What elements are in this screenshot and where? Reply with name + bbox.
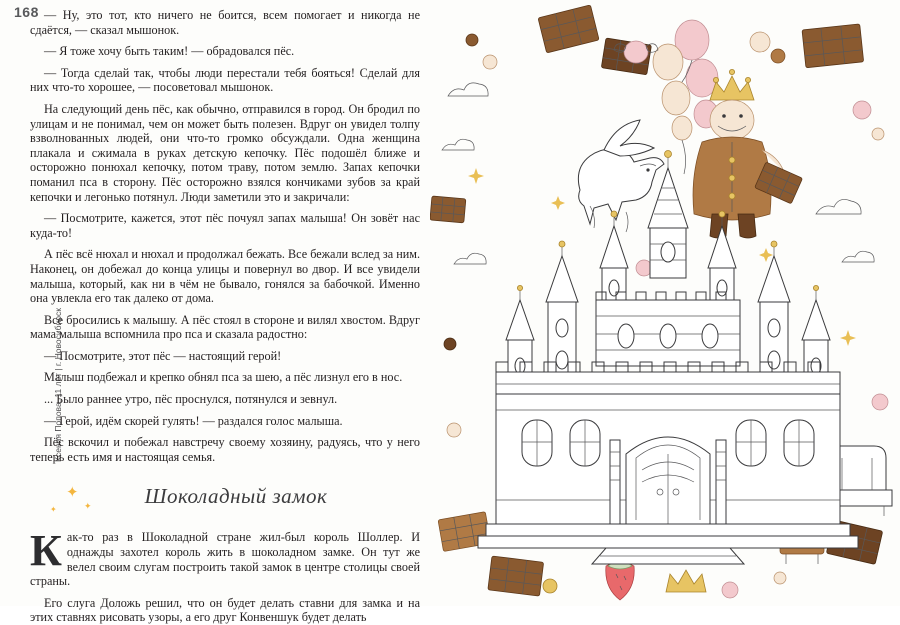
paragraph: — Герой, идём скорей гулять! — раздался голос малыша. [44,413,343,428]
sparkle-icon: ✦ [50,505,57,515]
paragraph: Все бросились к малышу. А пёс стоял в стороне и вилял хвостом. Вдруг мама малыша вспомнила про пса и сказала радостно: [30,312,420,342]
sparkle-icon: ✦ [84,501,92,512]
chapter-heading [30,484,420,524]
castle-base [478,524,858,564]
paragraph: — Посмотрите, кажется, этот пёс почуял запах малыша! Он зовёт нас куда-то! [30,211,420,240]
chapter-illustration [430,0,900,606]
sparkle-icon: ✦ [66,485,79,502]
paragraph: — Посмотрите, этот пёс — настоящий герой! [44,348,282,363]
drop-cap: К [30,526,62,576]
paragraph: А пёс всё нюхал и нюхал и продолжал бежать. Все бежали вслед за ним. Наконец, он добежал до конца улицы и повернул во двор. И все увидели малыша, который, как ни в чём не бывало, гонялся за бабочкой. Именно она увлекла его так далеко от дома. [30,247,420,306]
paragraph: — Ну, это тот, кто ничего не боится, всем помогает и никогда не сдаётся, — сказал мышонок. [30,8,420,37]
crown [666,570,706,592]
castle-facade [496,394,840,524]
paragraph: — Тогда сделай так, чтобы люди перестали тебя бояться! Сделай для них что-то хорошее, — посоветовал мышонок. [30,65,420,95]
paragraph: Малыш подбежал и крепко обнял пса за шею, а пёс лизнул его в нос. [44,370,403,385]
text-column [30,8,420,625]
paragraph: ... Было раннее утро, пёс проснулся, потянулся и зевнул. [44,392,338,407]
page-number: 168 [14,4,39,20]
paragraph: — Я тоже хочу быть таким! — обрадовался пёс. [44,44,295,59]
paragraph: Его слуга Доложь решил, что он будет делать ставни для замка и на этих ставнях рисовать узоры, а его друг Конвеншук будет делать [30,595,420,625]
chapter-first-paragraph [30,526,420,589]
pegasus [578,120,664,232]
castle [478,151,858,565]
castle-upper-wall [596,292,740,366]
paragraph: Пёс вскочил и побежал навстречу своему хозяину, радуясь, что у него теперь есть имя и настоящая семья. [30,435,420,464]
illustration-svg [430,0,900,606]
paragraph: На следующий день пёс, как обычно, отправился в город. Он бродил по улицам и не понимал, чем он может быть полезен. Вдруг он увидел толпу взволнованных людей, они что-то громко обсуждали. Одна женщина плакала и сжимала в руках детскую кепочку. Пёс подошёл ближе и осторожно понюхал кепочку, потом траву, потом землю. Запах кепочки поманил пса в сторону. Пёс осторожно взялся кончиками зубов за край кепочки и легонько потянул. Люди заметили это и закричали: [30,101,420,204]
author-credit: Ксения Попова, 11 лет | г. Новосибирск [53,308,63,462]
chapter-title: Шоколадный замок [144,484,328,509]
strawberry [606,561,634,600]
chapter-first-paragraph-text: ак-то раз в Шоколадной стране жил-был король Шоллер. И однажды захотел король жить в шоколадном замке. Он тут же велел своим слугам построить такой замок в центре столицы своей страны. [30,530,420,589]
